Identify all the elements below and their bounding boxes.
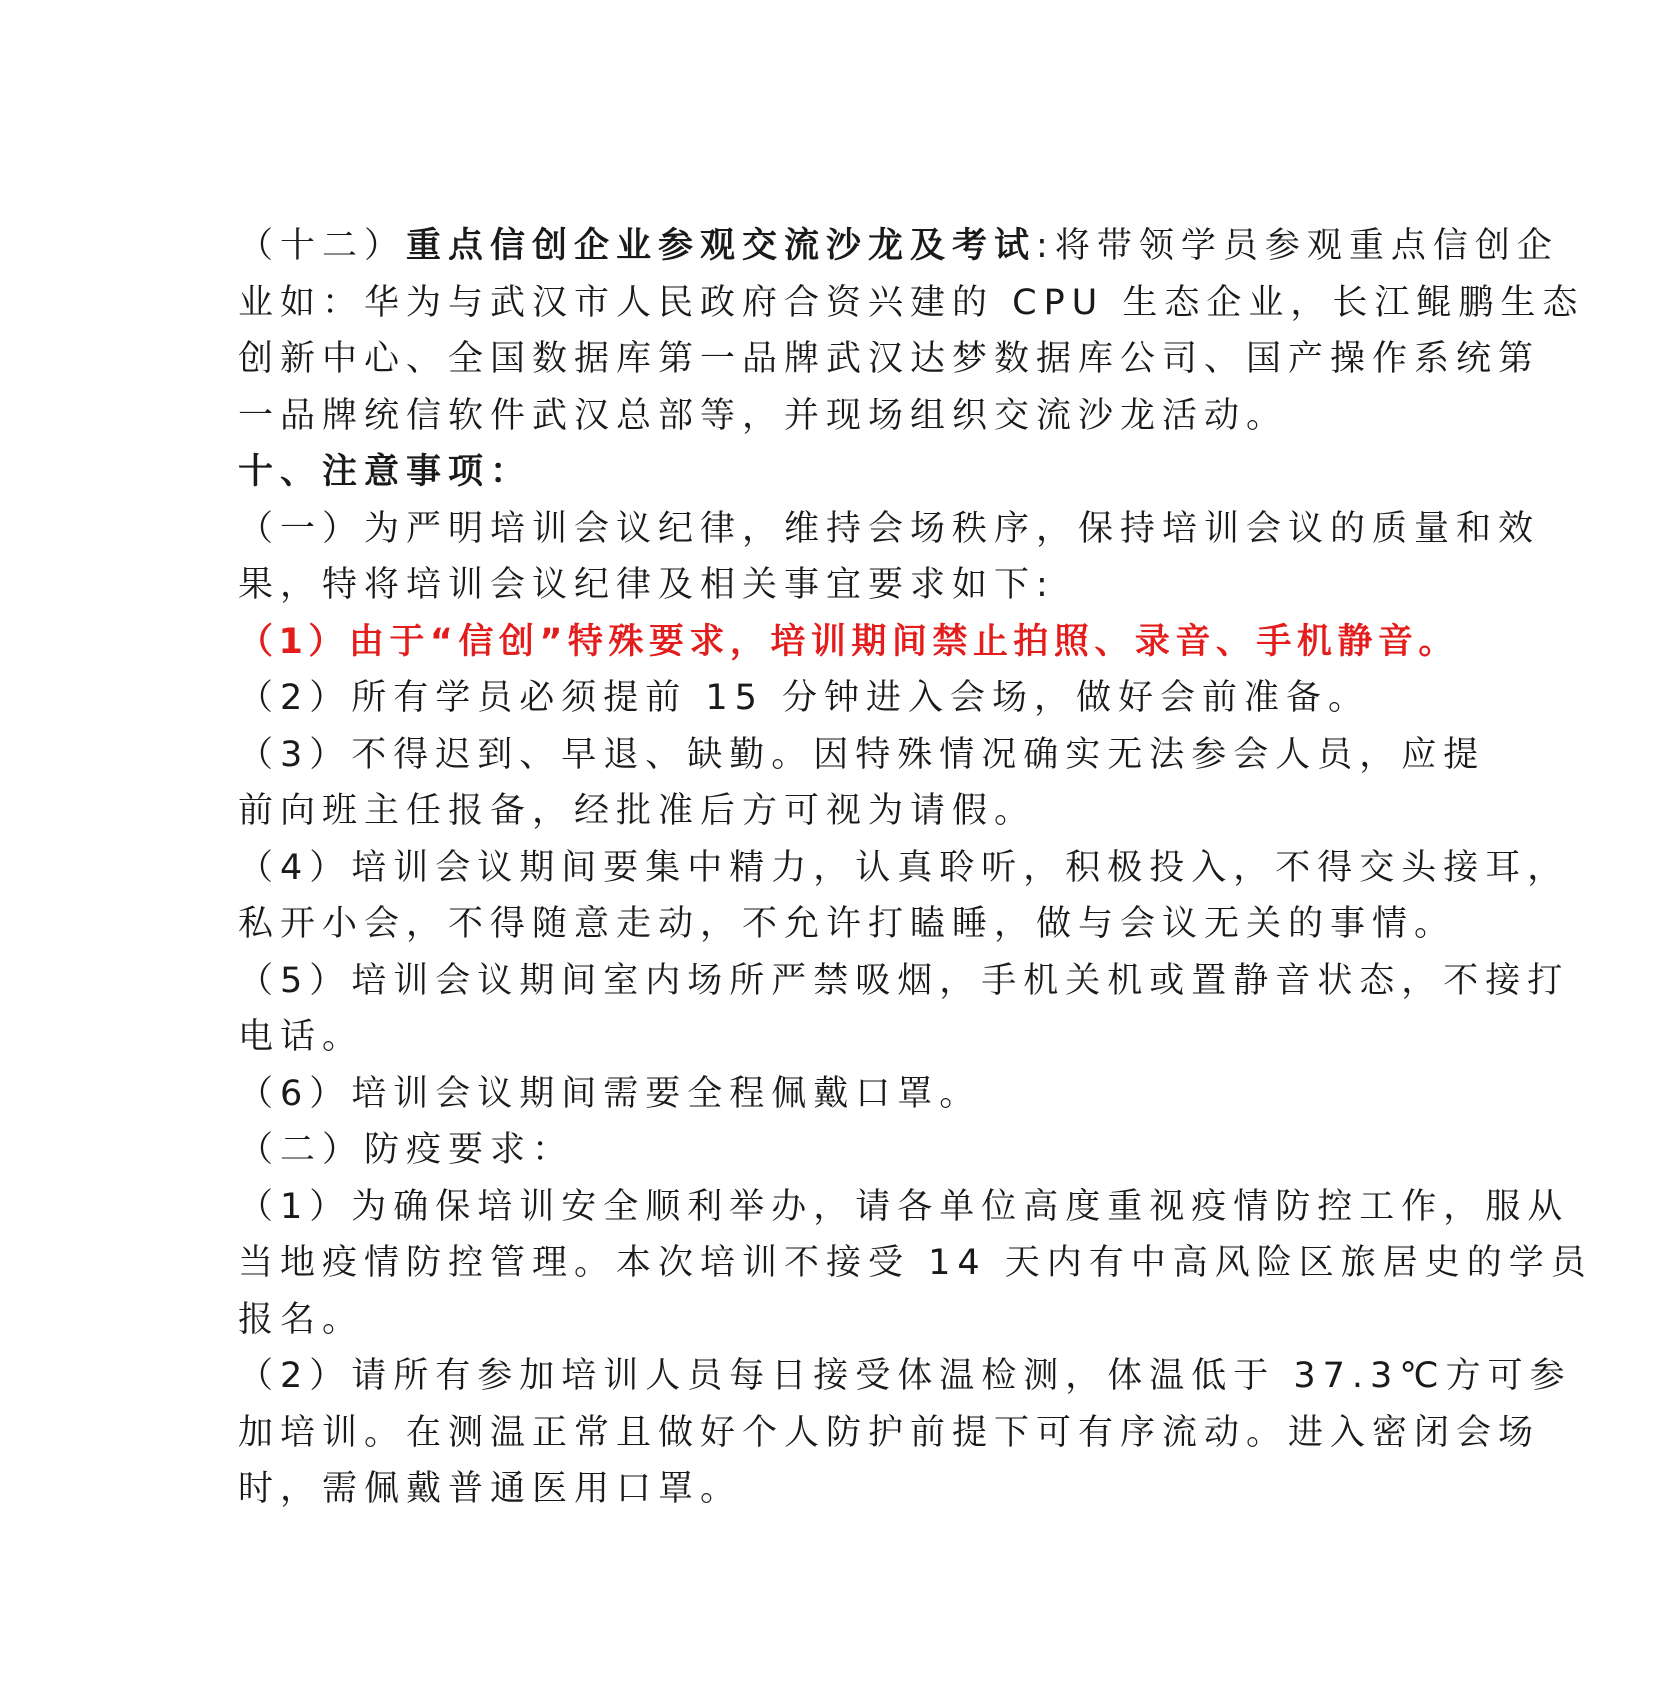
discipline-item-5-line-2: 电话。 [238,1017,365,1057]
discipline-item-5-line-1: （5）培训会议期间室内场所严禁吸烟，手机关机或置静音状态，不接打 [238,960,1570,1001]
epidemic-item-1-line-3: 报名。 [238,1299,365,1340]
epidemic-item-2-line-3: 时，需佩戴普通医用口罩。 [238,1469,743,1509]
discipline-intro-line-1: （一）为严明培训会议纪律，维持会场秩序，保持培训会议的质量和效 [238,508,1541,549]
epidemic-item-2-line-2: 加培训。在测温正常且做好个人防护前提下可有序流动。进入密闭会场 [238,1412,1541,1453]
section-12-prefix: （十二） [238,226,407,266]
section-12-line-2: 业如：华为与武汉市人民政府合资兴建的 CPU 生态企业，长江鲲鹏生态 [238,282,1585,323]
epidemic-heading: （二）防疫要求： [238,1130,575,1170]
epidemic-item-1-line-1: （1）为确保培训安全顺利举办，请各单位高度重视疫情防控工作，服从 [238,1186,1570,1227]
section-12-text: :将带领学员参观重点信创企 [1036,226,1559,266]
section-12-line-1 [238,218,1559,275]
section-12-line-3: 创新中心、全国数据库第一品牌武汉达梦数据库公司、国产操作系统第 [238,339,1541,379]
discipline-item-3-line-1: （3）不得迟到、早退、缺勤。因特殊情况确实无法参会人员，应提 [238,734,1486,775]
discipline-item-6: （6）培训会议期间需要全程佩戴口罩。 [238,1073,982,1114]
epidemic-item-2-line-1: （2）请所有参加培训人员每日接受体温检测，体温低于 37.3℃方可参 [238,1356,1572,1396]
discipline-intro-line-2: 果，特将培训会议纪律及相关事宜要求如下: [238,565,1055,605]
discipline-item-4-line-1: （4）培训会议期间要集中精力，认真聆听，积极投入，不得交头接耳， [238,847,1570,888]
discipline-item-3-line-2: 前向班主任报备，经批准后方可视为请假。 [238,791,1037,831]
epidemic-item-1-line-2: 当地疫情防控管理。本次培训不接受 14 天内有中高风险区旅居史的学员 [238,1243,1593,1283]
section-10-heading: 十、注意事项： [238,452,533,492]
discipline-item-4-line-2: 私开小会，不得随意走动，不允许打瞌睡，做与会议无关的事情。 [238,904,1457,944]
discipline-item-2: （2）所有学员必须提前 15 分钟进入会场，做好会前准备。 [238,678,1371,718]
discipline-item-1-highlight: （1）由于“信创”特殊要求，培训期间禁止拍照、录音、手机静音。 [238,621,1459,662]
section-12-title: 重点信创企业参观交流沙龙及考试 [406,226,1037,266]
section-12-line-4: 一品牌统信软件武汉总部等，并现场组织交流沙龙活动。 [238,395,1289,436]
